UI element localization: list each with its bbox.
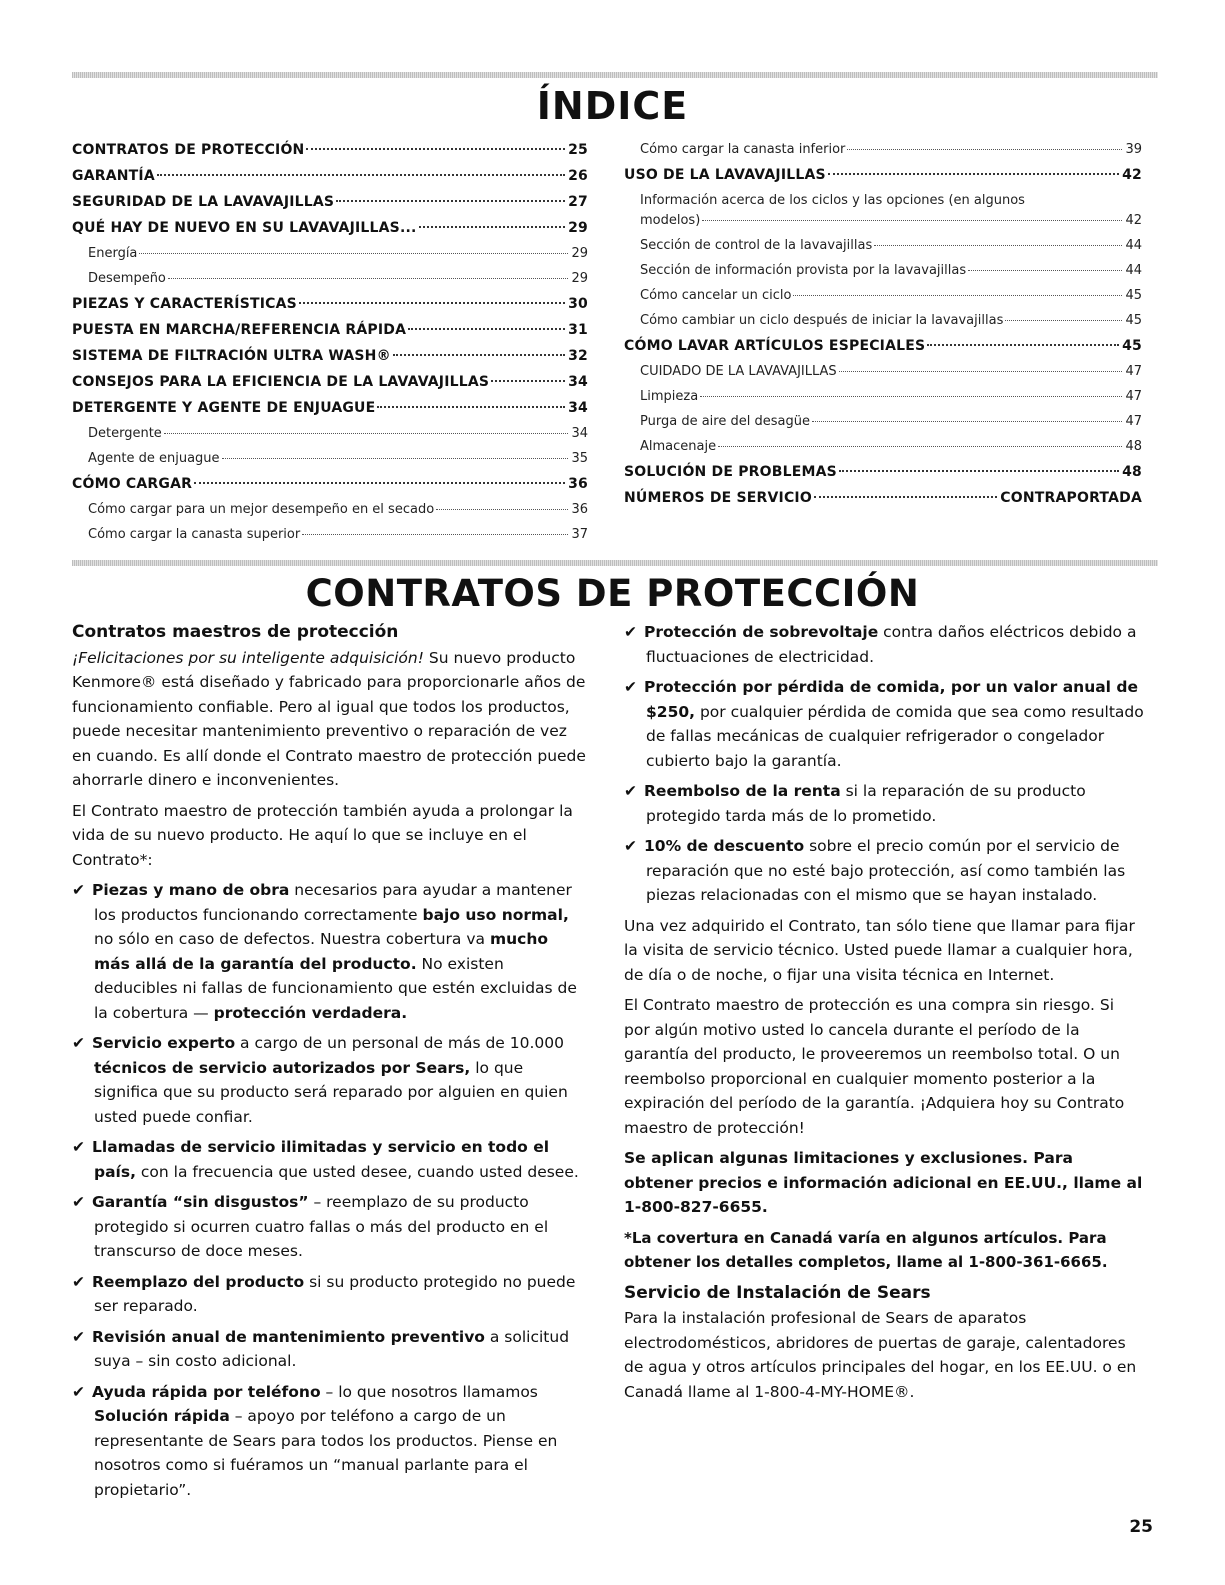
toc-entry — [72, 502, 588, 527]
checkmark-icon: ✔ — [624, 678, 637, 696]
toc-entry-page: 37 — [571, 527, 588, 542]
toc-entry — [72, 527, 588, 552]
benefit-text: si su producto protegido no puede ser reparado. — [94, 1272, 576, 1315]
benefit-text: – reemplazo de su producto protegido si ocurren cuatro fallas o más del producto en el transcurso de doce meses. — [94, 1193, 549, 1260]
benefit-text: No existen deducibles ni fallas de funcionamiento que estén excluidas de la cobertura — — [94, 954, 577, 1022]
toc-entry — [624, 263, 1142, 288]
benefit-text: – lo que nosotros llamamos — [320, 1382, 538, 1401]
benefit-text: contra daños eléctricos debido a fluctuaciones de electricidad. — [646, 623, 1137, 666]
checkmark-icon: ✔ — [624, 837, 637, 855]
benefit-bold-text: Revisión anual de mantenimiento preventivo — [92, 1327, 485, 1346]
benefit-text: – apoyo por teléfono a cargo de un representante de Sears para todos los productos. Piense en nosotros como si fuéramos un “manual parlante para el propietario”. — [94, 1407, 558, 1499]
benefit-bold-text: Garantía “sin disgustos” — [92, 1193, 309, 1211]
toc-dot-leader — [222, 458, 569, 459]
toc-dot-leader — [168, 278, 569, 279]
toc-entry-page: 48 — [1122, 464, 1142, 480]
benefit-bold-text: Solución rápida — [94, 1407, 230, 1425]
toc-entry-label: SISTEMA DE FILTRACIÓN ULTRA WASH® — [72, 348, 391, 364]
toc-dot-leader — [299, 302, 565, 304]
benefit-text: lo que significa que su producto será reparado por alguien en quien usted puede confiar. — [94, 1058, 568, 1126]
toc-entry-page: 29 — [571, 246, 588, 261]
toc-entry — [72, 400, 588, 426]
canada-note: *La covertura en Canadá varía en algunos artículos. Para obtener los detalles completos, llame al 1-800-361-6665. — [624, 1228, 1108, 1271]
toc-dot-leader — [393, 354, 565, 356]
benefit-bold-text: Protección de sobrevoltaje — [644, 623, 879, 641]
benefit-item — [72, 1325, 586, 1374]
toc-entry-label: Cómo cambiar un ciclo después de iniciar la lavavajillas — [640, 313, 1004, 328]
toc-entry-label: PUESTA EN MARCHA/REFERENCIA RÁPIDA — [72, 322, 407, 338]
benefit-item — [624, 675, 1144, 773]
toc-entry — [624, 238, 1142, 263]
benefit-item — [624, 834, 1144, 908]
toc-entry-label: CUIDADO DE LA LAVAVAJILLAS — [640, 364, 837, 379]
benefit-item — [72, 1380, 586, 1503]
toc-entry — [624, 313, 1142, 338]
master-contracts-heading: Contratos maestros de protección — [72, 622, 399, 642]
toc-dot-leader — [302, 534, 568, 535]
toc-dot-leader — [157, 174, 565, 176]
toc-entry — [72, 426, 588, 451]
toc-entry-page: 27 — [568, 194, 588, 210]
toc-entry-page: 34 — [568, 374, 588, 390]
benefit-bold-text: Reemplazo del producto — [92, 1272, 305, 1291]
benefit-item — [72, 1135, 586, 1184]
toc-right-column — [624, 142, 1142, 516]
toc-dot-leader — [718, 446, 1122, 447]
toc-dot-leader — [139, 253, 568, 254]
toc-entry — [624, 490, 1142, 516]
toc-entry-page: 45 — [1125, 288, 1142, 303]
included-paragraph: El Contrato maestro de protección también ayuda a prolongar la vida de su nuevo producto. He aquí lo que se incluye en el Contrato*: — [72, 801, 573, 869]
toc-dot-leader — [839, 371, 1123, 372]
benefit-text: a cargo de un personal de más de 10.000 — [235, 1034, 565, 1052]
toc-entry — [624, 464, 1142, 490]
toc-entry-label: Limpieza — [640, 389, 699, 404]
toc-dot-leader — [874, 245, 1122, 246]
toc-entry-page: 42 — [1125, 213, 1142, 228]
benefit-item — [72, 1031, 586, 1129]
toc-entry — [624, 364, 1142, 389]
toc-entry-page: 36 — [571, 502, 588, 517]
toc-entry-label: USO DE LA LAVAVAJILLAS — [624, 167, 826, 183]
benefit-bold-text: Llamadas de servicio ilimitadas y servicio en todo el país, — [92, 1138, 550, 1181]
toc-dot-leader — [814, 496, 997, 498]
checkmark-icon: ✔ — [72, 881, 85, 899]
toc-dot-leader — [164, 433, 569, 434]
toc-dot-leader — [927, 344, 1119, 346]
toc-entry-page: 45 — [1125, 313, 1142, 328]
toc-entry-page: 30 — [568, 296, 588, 312]
toc-dot-leader — [377, 406, 565, 408]
toc-dot-leader — [812, 421, 1123, 422]
toc-entry-page: 45 — [1122, 338, 1142, 354]
installation-heading: Servicio de Instalación de Sears — [624, 1282, 931, 1303]
toc-entry — [72, 220, 588, 246]
toc-entry — [72, 296, 588, 322]
checkmark-icon: ✔ — [72, 1034, 85, 1052]
toc-entry-label: QUÉ HAY DE NUEVO EN SU LAVAVAJILLAS... — [72, 220, 417, 236]
left-column — [72, 620, 586, 1508]
limitations-paragraph: Se aplican algunas limitaciones y exclusiones. Para obtener precios e información adicional en EE.UU., llame al 1-800-827-6655. — [624, 1149, 1143, 1216]
toc-entry-page: 31 — [568, 322, 588, 338]
toc-entry-label: Purga de aire del desagüe — [640, 414, 810, 429]
toc-entry-label: DETERGENTE Y AGENTE DE ENJUAGUE — [72, 400, 376, 416]
benefit-item — [624, 779, 1144, 828]
intro-paragraph — [72, 646, 586, 793]
toc-entry-page: CONTRAPORTADA — [1000, 490, 1142, 506]
toc-entry-page: 39 — [1125, 142, 1142, 157]
toc-entry-label: NÚMEROS DE SERVICIO — [624, 490, 812, 506]
checkmark-icon: ✔ — [72, 1138, 85, 1156]
toc-entry-label: CÓMO LAVAR ARTÍCULOS ESPECIALES — [624, 338, 926, 354]
benefit-item — [624, 620, 1144, 669]
toc-entry-label: Agente de enjuague — [88, 451, 220, 466]
toc-entry-page: 48 — [1125, 439, 1142, 454]
benefit-bold-text: Protección por pérdida de comida, por un valor anual de $250, — [644, 678, 1139, 721]
toc-entry-page: 36 — [568, 476, 588, 492]
toc-entry-page: 29 — [568, 220, 588, 236]
toc-entry-label: SOLUCIÓN DE PROBLEMAS — [624, 464, 837, 480]
benefit-bold-text: bajo uso normal, — [422, 905, 569, 924]
checkmark-icon: ✔ — [624, 623, 637, 641]
middle-divider — [72, 560, 1158, 566]
toc-dot-leader — [491, 380, 565, 382]
toc-dot-leader — [702, 220, 1122, 221]
top-divider — [72, 72, 1158, 78]
toc-entry — [72, 194, 588, 220]
toc-entry-label: Detergente — [88, 426, 162, 441]
benefit-bold-text: mucho más allá de la garantía del producto. — [94, 930, 549, 973]
benefit-text: si la reparación de su producto protegido tarda más de lo prometido. — [646, 782, 1086, 825]
toc-entry — [624, 167, 1142, 193]
toc-entry-page: 32 — [568, 348, 588, 364]
toc-entry-page: 42 — [1122, 167, 1142, 183]
toc-dot-leader — [419, 226, 566, 228]
benefit-bold-text: Ayuda rápida por teléfono — [92, 1382, 321, 1401]
toc-entry-page: 47 — [1125, 389, 1142, 404]
toc-entry — [624, 142, 1142, 167]
toc-dot-leader — [968, 270, 1122, 271]
benefit-bold-text: Reembolso de la renta — [644, 782, 841, 800]
benefit-bold-text: Servicio experto — [92, 1034, 236, 1052]
toc-entry — [72, 348, 588, 374]
toc-entry — [624, 338, 1142, 364]
toc-entry-label: SEGURIDAD DE LA LAVAVAJILLAS — [72, 194, 335, 210]
toc-entry-label: Almacenaje — [640, 439, 717, 454]
benefit-text: a solicitud suya – sin costo adicional. — [94, 1327, 570, 1370]
toc-entry-label: modelos) — [640, 213, 701, 228]
benefit-text: con la frecuencia que usted desee, cuando usted desee. — [135, 1162, 579, 1181]
toc-entry-label: CÓMO CARGAR — [72, 476, 193, 492]
toc-entry-page: 34 — [568, 400, 588, 416]
toc-dot-leader — [306, 148, 565, 150]
right-column — [624, 620, 1144, 1410]
toc-entry-page: 35 — [571, 451, 588, 466]
benefit-item — [72, 1270, 586, 1319]
toc-entry-label: CONTRATOS DE PROTECCIÓN — [72, 142, 305, 158]
toc-dot-leader — [408, 328, 565, 330]
toc-entry-page: 47 — [1125, 364, 1142, 379]
toc-entry-label: Desempeño — [88, 271, 166, 286]
index-title: ÍNDICE — [536, 84, 689, 128]
toc-dot-leader — [700, 396, 1122, 397]
toc-dot-leader — [828, 173, 1119, 175]
toc-dot-leader — [436, 509, 568, 510]
checkmark-icon: ✔ — [624, 782, 637, 800]
toc-dot-leader — [336, 200, 565, 202]
schedule-paragraph: Una vez adquirido el Contrato, tan sólo tiene que llamar para fijar la visita de servicio técnico. Usted puede llamar a cualquier hora, de día o de noche, o fijar una visita técnica en Internet. — [624, 916, 1135, 984]
toc-entry-page: 25 — [568, 142, 588, 158]
toc-entry-page: 26 — [568, 168, 588, 184]
toc-entry — [624, 193, 1142, 213]
toc-entry-label: Cómo cargar la canasta superior — [88, 527, 301, 542]
toc-entry — [72, 168, 588, 194]
benefit-text: sobre el precio común por el servicio de reparación que no esté bajo protección, así como también las piezas relacionadas con el mismo que se hayan instalado. — [646, 837, 1126, 904]
toc-entry-label: Cómo cargar la canasta inferior — [640, 142, 846, 157]
toc-entry-label: Cómo cancelar un ciclo — [640, 288, 792, 303]
risk-free-paragraph: El Contrato maestro de protección es una compra sin riesgo. Si por algún motivo usted lo cancela durante el período de la garantía del producto, le proveeremos un reembolso total. O un reembolso proporcional en cualquier momento posterior a la expiración del período de la garantía. ¡Adquiera hoy su Contrato maestro de protección! — [624, 996, 1125, 1137]
toc-left-column — [72, 142, 588, 552]
toc-entry — [72, 322, 588, 348]
toc-entry-page: 47 — [1125, 414, 1142, 429]
toc-entry-page: 34 — [571, 426, 588, 441]
benefit-bold-text: Piezas y mano de obra — [92, 881, 290, 899]
intro-text: Su nuevo producto Kenmore® está diseñado y fabricado para proporcionarle años de funcionamiento confiable. Pero al igual que todos los productos, puede necesitar mantenimiento preventivo o reparación de vez en cuando. Es allí donde el Contrato maestro de protección puede ahorrarle dinero e inconvenientes. — [72, 648, 586, 789]
toc-entry-label: Cómo cargar para un mejor desempeño en el secado — [88, 502, 435, 517]
toc-entry — [624, 414, 1142, 439]
toc-entry-label: GARANTÍA — [72, 168, 155, 184]
benefit-bold-text: protección verdadera. — [213, 1003, 408, 1022]
left-benefits-list — [72, 878, 586, 1502]
checkmark-icon: ✔ — [72, 1327, 85, 1346]
toc-entry — [624, 213, 1142, 238]
toc-entry — [72, 246, 588, 271]
toc-entry — [624, 439, 1142, 464]
benefit-item — [72, 1190, 586, 1264]
toc-entry — [72, 451, 588, 476]
toc-entry-label: CONSEJOS PARA LA EFICIENCIA DE LA LAVAVAJILLAS — [72, 374, 490, 390]
toc-entry — [72, 142, 588, 168]
toc-entry — [624, 389, 1142, 414]
toc-dot-leader — [839, 470, 1119, 472]
toc-dot-leader — [194, 482, 565, 484]
right-benefits-list — [624, 620, 1144, 908]
benefit-text: no sólo en caso de defectos. Nuestra cobertura va — [94, 930, 490, 948]
checkmark-icon: ✔ — [72, 1193, 85, 1211]
intro-italic: ¡Felicitaciones por su inteligente adquisición! — [72, 648, 424, 667]
toc-dot-leader — [847, 149, 1122, 150]
page-number: 25 — [1129, 1517, 1153, 1537]
installation-paragraph: Para la instalación profesional de Sears de aparatos electrodomésticos, abridores de puertas de garaje, calentadores de agua y otros artículos principales del hogar, en los EE.UU. o en Canadá llame al 1-800-4-MY-HOME®. — [624, 1309, 1137, 1401]
toc-entry-label: Información acerca de los ciclos y las opciones (en algunos — [640, 193, 1025, 208]
toc-dot-leader — [1005, 320, 1122, 321]
toc-entry-label: Sección de control de la lavavajillas — [640, 238, 873, 253]
benefit-text: por cualquier pérdida de comida que sea como resultado de fallas mecánicas de cualquier refrigerador o congelador cubierto bajo la garantía. — [646, 702, 1144, 770]
benefit-bold-text: 10% de descuento — [644, 837, 805, 855]
toc-entry-label: Sección de información provista por la lavavajillas — [640, 263, 967, 278]
benefit-bold-text: técnicos de servicio autorizados por Sears, — [94, 1058, 471, 1077]
toc-entry-page: 29 — [571, 271, 588, 286]
toc-dot-leader — [793, 295, 1122, 296]
toc-entry-label: Energía — [88, 246, 138, 261]
checkmark-icon: ✔ — [72, 1382, 85, 1401]
section-title: CONTRATOS DE PROTECCIÓN — [305, 572, 920, 615]
toc-entry-label: PIEZAS Y CARACTERÍSTICAS — [72, 296, 297, 312]
benefit-item — [72, 878, 586, 1025]
toc-entry-page: 44 — [1125, 238, 1142, 253]
toc-entry — [72, 476, 588, 502]
toc-entry — [72, 374, 588, 400]
toc-entry — [72, 271, 588, 296]
checkmark-icon: ✔ — [72, 1272, 85, 1291]
toc-entry-page: 44 — [1125, 263, 1142, 278]
toc-entry — [624, 288, 1142, 313]
benefit-text: necesarios para ayudar a mantener los productos funcionando correctamente — [94, 881, 572, 924]
